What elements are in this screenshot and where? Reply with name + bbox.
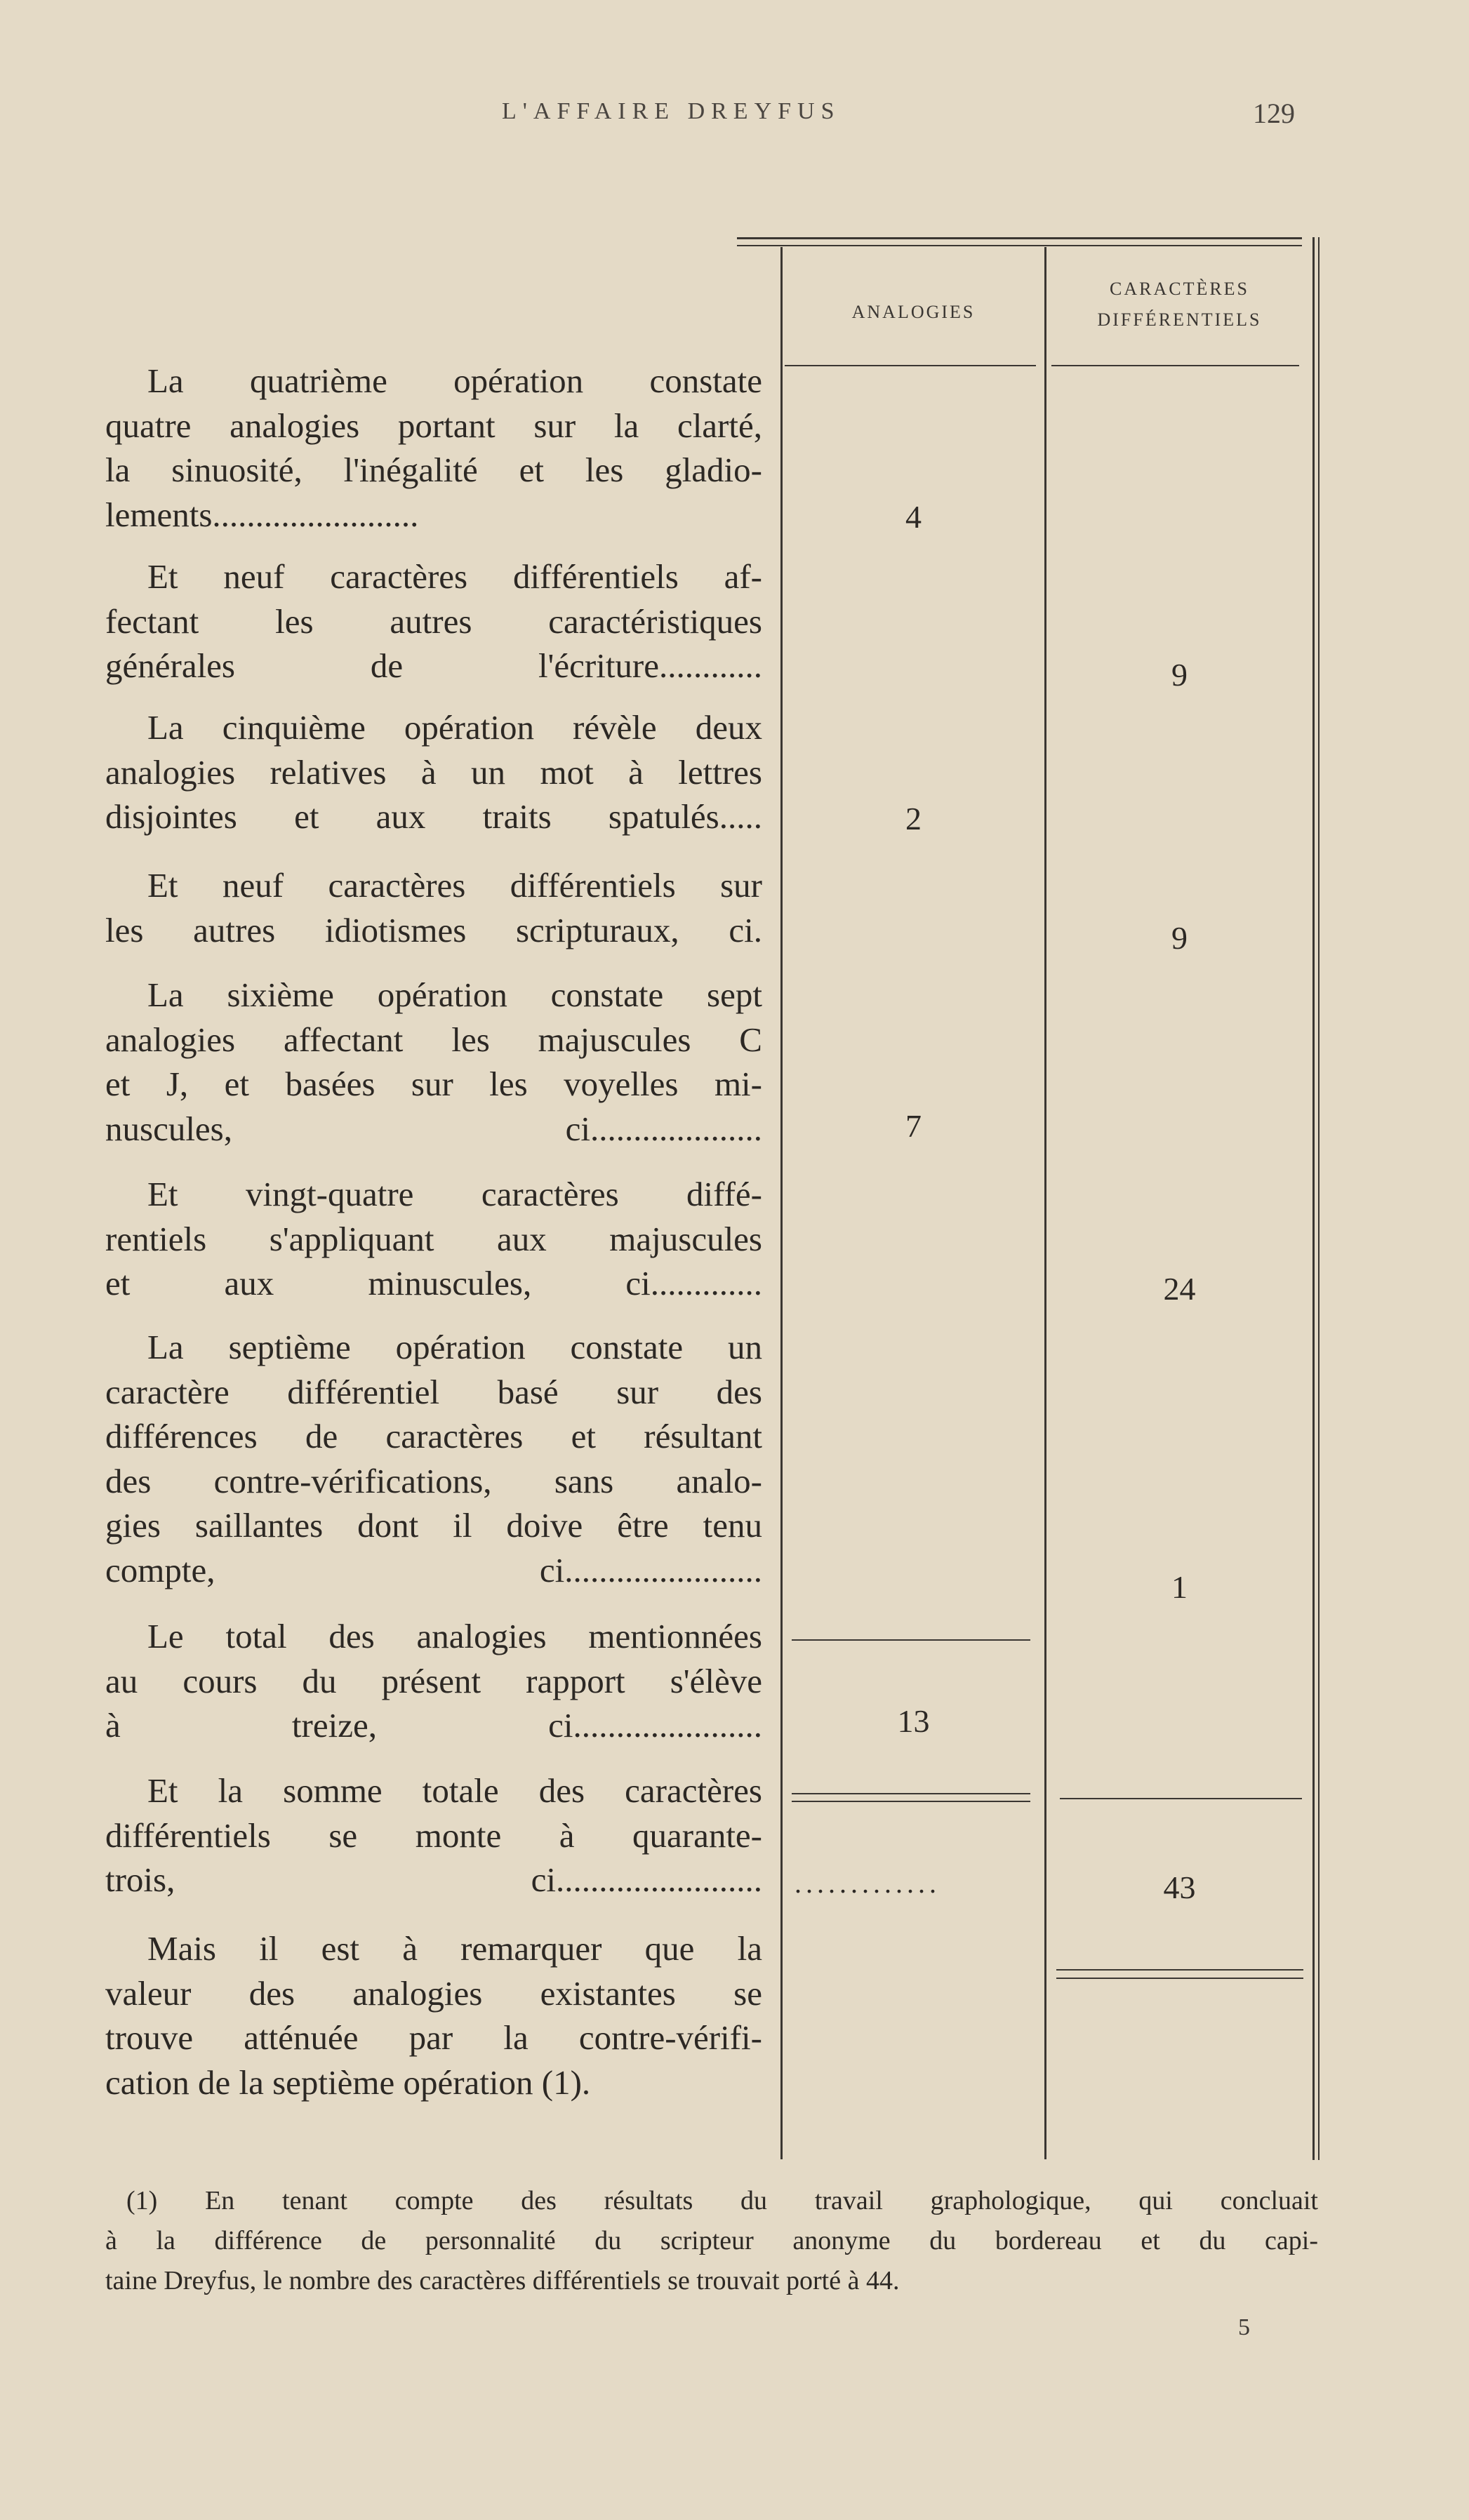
analogies-column-header [783,295,1044,330]
running-title: L'AFFAIRE DREYFUS [502,98,841,124]
table-row-text: Le total des analogies mentionnées au cours du présent rapport s'élève à treize, ci...................... [105,1617,762,1745]
differentiels-value: 24 [1163,1271,1196,1307]
differentiels-column-header [1046,274,1312,335]
analogies-leader-dots: ............. [795,1867,940,1899]
differentiels-total-value: 43 [1163,1869,1196,1905]
analogies-subtotal-rule [792,1639,1030,1641]
column-rule-right [1312,237,1315,2160]
running-head [0,98,1469,133]
table-row-text: Et vingt-quatre caractères diffé- rentiels s'appliquant aux majuscules et aux minuscules, ci............. [105,1175,762,1302]
differentiels-value: 1 [1171,1569,1188,1605]
footnote-line: à la différence de personnalité du scripteur anonyme du bordereau et du capi- [105,2226,1318,2255]
differentiels-value: 9 [1171,657,1188,693]
table-row-text: La sixième opération constate sept analogies affectant les majuscules C et J, et basées sur les voyelles mi- nuscules, ci.................... [105,975,762,1148]
analogies-value: 2 [905,801,922,836]
footnote-line: taine Dreyfus, le nombre des caractères différentiels se trouvait porté à 44. [105,2266,900,2295]
signature-mark: 5 [1238,2314,1250,2340]
table-row-text: Et la somme totale des caractères différentiels se monte à quarante- trois, ci........................ [105,1771,762,1899]
differentiels-total-double-rule [1056,1969,1303,1971]
table-row-text: La cinquième opération révèle deux analogies relatives à un mot à lettres disjointes et aux traits spatulés..... [105,708,762,836]
table-row-text: La quatrième opération constate quatre analogies portant sur la clarté, la sinuosité, l'inégalité et les gladio- lements........................ [105,361,762,534]
differentiels-header-line2: DIFFÉRENTIELS [1097,309,1262,330]
table-row-text: Mais il est à remarquer que la valeur des analogies existantes se trouve atténuée par la contre-vérifi- cation de la septième opération (1). [105,1929,762,2102]
header-underline-differentiels [1051,365,1299,366]
footnote [105,2181,1318,2301]
differentiels-subtotal-rule [1060,1798,1302,1799]
table-row-text: La septième opération constate un caractère différentiel basé sur des différences de caractères et résultant des contre-vérifications, sans analo- gies saillantes dont il doive être tenu compte, ci....................... [105,1328,762,1589]
analogies-value: 4 [905,499,922,535]
analogies-total-double-rule-2 [792,1801,1030,1802]
differentiels-value: 9 [1171,920,1188,956]
header-underline-analogies [785,365,1036,366]
table-row-text: Et neuf caractères différentiels sur les autres idiotismes scripturaux, ci. [105,866,762,949]
analogies-total-value: 13 [897,1703,930,1739]
footnote-line: (1) En tenant compte des résultats du travail graphologique, qui concluait [126,2186,1318,2215]
analogies-header-label: ANALOGIES [851,302,976,322]
table-row-text: Et neuf caractères différentiels af- fectant les autres caractéristiques générales de l'écriture............ [105,557,762,685]
table-top-rule-2 [737,245,1302,246]
differentiels-total-double-rule-2 [1056,1978,1303,1979]
analogies-total-double-rule [792,1793,1030,1794]
page-number: 129 [1253,98,1295,129]
column-rule-right-2 [1318,237,1320,2160]
analogies-value: 7 [905,1108,922,1144]
table-top-rule [737,237,1302,239]
differentiels-header-line1: CARACTÈRES [1109,279,1250,299]
